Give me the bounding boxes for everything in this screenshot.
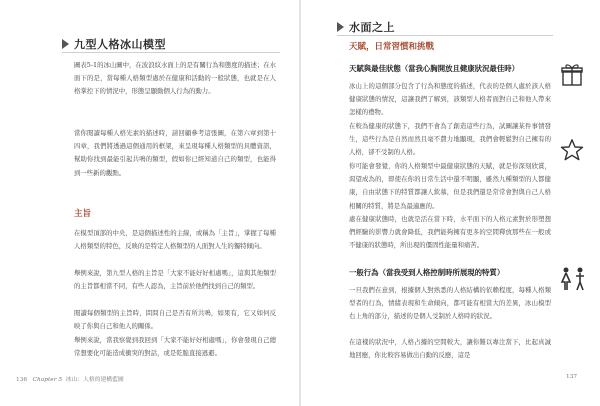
section-title xyxy=(337,19,395,35)
right-subtitle: 天賦，日常習慣和挑戰 xyxy=(349,42,435,52)
body-paragraph-4: 舉例來說，當我察覺到我回到「大家不能好好相處嗎」，你會發現自己總常想要化可能造成衝突的對話，或是乾脆直接逃避。 xyxy=(74,336,276,358)
intro-paragraph-2: 當你閱讀每種人格光素的描述時，請回顧參考這張圖，在第六章到第十四章，我們將透過這個通用的框架，來呈現每種人格類型的具體資訊，幫助你找到最能引起共鳴的類型，假如你已經知道自己的類型，也能得到一些新的觀點。 xyxy=(74,129,276,177)
chapter-title: 冰山：人格的建構藍圖 xyxy=(65,377,124,383)
page-number: 136 xyxy=(16,377,28,383)
best-state-paragraph-3: 你可能會發覺，你的人格類型中最健康狀態的天賦，就是你深刻欣賞，渴望成為的，即使在你的日常生活中還不明顯，雖然九種類型的人都健康，自由狀態下的特質都讓人欽慕，但是我們還是常常會對與自己人格相關的特質，將是為最適應的。 xyxy=(349,162,551,210)
subsection-title: 主旨 xyxy=(74,209,92,219)
right-page xyxy=(301,0,600,406)
general-paragraph-1: 一旦我們在意到，根據個人對熟悉的人格結構的依賴程度，每種人格類型者的行為，情緒表現和生命傾向，都可能有相當大的差異，冰山模型右上角的部分，描述的是個人受制於人格時的狀況。 xyxy=(349,286,551,321)
gift-icon xyxy=(559,62,585,88)
title-rule xyxy=(62,52,280,53)
people-icon xyxy=(558,266,588,292)
general-paragraph-2: 在這樣的狀況中，人格占據的空間較大，讓你難以專注當下，比起真誠地回應，你比較容易做出自動的反應，這是 xyxy=(349,338,551,360)
body-paragraph-2: 舉例來說，第九型人格的主旨是「大家不能好好相處嗎」，這與其他類型的主旨都相當不同，有些人認為，主旨前於他們找到自己的類型。 xyxy=(74,269,276,291)
page-number: 137 xyxy=(566,374,578,380)
best-state-title: 天賦與最佳狀態（當我心胸開放且健康狀況最佳時） xyxy=(349,64,519,73)
general-title: 一般行為（當我受到人格控制時所展現的特質） xyxy=(349,268,505,277)
chapter-label: Chapter 5 xyxy=(32,377,63,383)
left-page xyxy=(0,0,299,406)
best-state-paragraph-2: 在較為健康的狀態下，我們不會為了創造這些行為，試圖讓某件事情發生，這些行為是自然而然且毫不費力地顯現，我們會輕鬆對自己擁有的人格，卻不受制的人格。 xyxy=(349,122,551,157)
best-state-paragraph-4: 處在健康狀態時，也就是活在當下時，水平面下的人格元素對於形塑想們經驗的影響力就會降低，我們能夠擁有更多的空間釋放那些在一般或不健康的狀態時，所出現的僵固性能量和痛苦。 xyxy=(349,215,551,250)
best-state-paragraph-1: 冰山上的這個部分包含了行為和態度的描述，代表的是個人處於該人格健康狀態的情況，這讓我們了解到，該類型人格者面對自己和他人帶來怎樣的禮物。 xyxy=(349,82,551,117)
triangle-bullet-icon xyxy=(62,39,69,49)
section-title-text: 九型人格冰山模型 xyxy=(74,38,166,51)
body-paragraph-3: 閱讀每個類型的主旨時，問問自己是否有所共鳴，如果有，它又如何反映了你與自己和他人的關係。 xyxy=(74,309,276,331)
section-title xyxy=(62,36,166,52)
body-paragraph-1: 在模型頂部的中央，是這個描述性的主線，或稱為「主旨」，掌握了每種人格類型的特色，反映的是特定人格類型的人面對人生的獨特傾向。 xyxy=(74,229,276,251)
title-rule xyxy=(337,35,553,36)
page-footer xyxy=(16,374,124,383)
star-icon xyxy=(560,138,584,162)
intro-paragraph-1: 圖表5-1的冰山圖中，在波浪紋水面上的是有關行為和態度的描述；在水面下的是，當每種人格類型處於在健康和活動的一般狀態，也就是在人格掌控下的情況中，形態呈顯動個人行為的動力。 xyxy=(74,61,277,96)
section-title-text: 水面之上 xyxy=(349,21,395,34)
triangle-bullet-icon xyxy=(337,22,344,32)
